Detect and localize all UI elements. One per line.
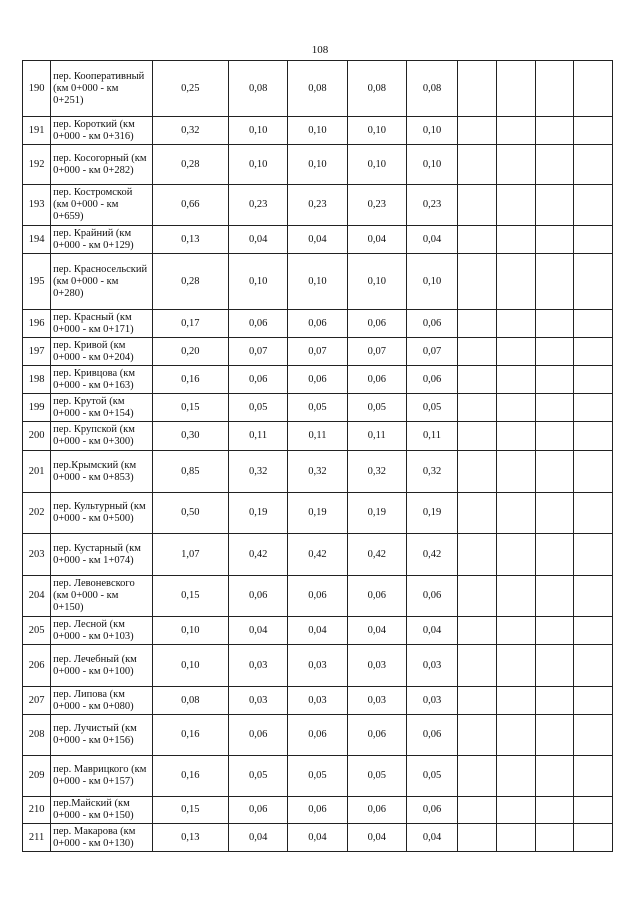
table-row [23,394,613,422]
value-cell: 0,10 [229,117,288,145]
value-cell: 0,28 [152,145,228,185]
empty-cell [573,451,612,493]
value-cell: 0,17 [152,310,228,338]
value-cell: 0,06 [347,715,406,756]
value-cell: 0,10 [406,145,457,185]
value-cell: 0,04 [229,226,288,254]
row-number: 190 [23,61,51,117]
empty-cell [458,534,497,576]
value-cell: 0,07 [229,338,288,366]
table-row [23,117,613,145]
empty-cell [458,797,497,824]
table-row [23,145,613,185]
value-cell: 0,03 [229,687,288,715]
empty-cell [497,254,535,310]
table-row [23,185,613,226]
empty-cell [535,145,573,185]
empty-cell [497,797,535,824]
value-cell: 0,19 [288,493,347,534]
value-cell: 0,06 [229,310,288,338]
empty-cell [458,338,497,366]
row-number: 192 [23,145,51,185]
value-cell: 0,06 [229,797,288,824]
table-row [23,715,613,756]
table-row [23,422,613,451]
value-cell: 0,32 [152,117,228,145]
empty-cell [573,534,612,576]
road-name: пер. Лечебный (км 0+000 - км 0+100) [51,645,153,687]
value-cell: 0,42 [288,534,347,576]
value-cell: 0,32 [288,451,347,493]
road-name: пер. Костромской (км 0+000 - км 0+659) [51,185,153,226]
road-name: пер. Крайний (км 0+000 - км 0+129) [51,226,153,254]
empty-cell [535,756,573,797]
value-cell: 0,06 [406,366,457,394]
value-cell: 0,23 [406,185,457,226]
row-number: 200 [23,422,51,451]
value-cell: 0,10 [229,145,288,185]
empty-cell [458,117,497,145]
value-cell: 0,05 [347,394,406,422]
value-cell: 0,05 [406,394,457,422]
value-cell: 0,03 [347,687,406,715]
empty-cell [458,687,497,715]
row-number: 204 [23,576,51,617]
empty-cell [573,185,612,226]
value-cell: 0,19 [406,493,457,534]
road-name: пер. Лесной (км 0+000 - км 0+103) [51,617,153,645]
value-cell: 0,07 [347,338,406,366]
empty-cell [573,824,612,852]
row-number: 205 [23,617,51,645]
empty-cell [535,422,573,451]
value-cell: 0,10 [347,254,406,310]
value-cell: 0,08 [406,61,457,117]
empty-cell [535,576,573,617]
value-cell: 0,10 [152,617,228,645]
empty-cell [458,422,497,451]
value-cell: 0,16 [152,715,228,756]
empty-cell [535,797,573,824]
value-cell: 0,04 [406,226,457,254]
row-number: 191 [23,117,51,145]
row-number: 196 [23,310,51,338]
value-cell: 0,19 [229,493,288,534]
value-cell: 0,04 [347,226,406,254]
value-cell: 0,03 [229,645,288,687]
table-row [23,797,613,824]
table-row [23,617,613,645]
table-row [23,756,613,797]
value-cell: 0,11 [347,422,406,451]
value-cell: 0,10 [152,645,228,687]
road-name: пер. Короткий (км 0+000 - км 0+316) [51,117,153,145]
empty-cell [573,310,612,338]
road-name: пер. Крупской (км 0+000 - км 0+300) [51,422,153,451]
value-cell: 0,15 [152,576,228,617]
value-cell: 0,20 [152,338,228,366]
empty-cell [573,145,612,185]
value-cell: 0,07 [406,338,457,366]
empty-cell [573,226,612,254]
empty-cell [458,715,497,756]
empty-cell [535,310,573,338]
table-row [23,226,613,254]
value-cell: 0,03 [288,687,347,715]
empty-cell [535,715,573,756]
empty-cell [458,254,497,310]
value-cell: 0,05 [229,394,288,422]
empty-cell [458,824,497,852]
value-cell: 0,05 [288,756,347,797]
value-cell: 0,06 [288,797,347,824]
empty-cell [497,394,535,422]
road-name: пер.Майский (км 0+000 - км 0+150) [51,797,153,824]
empty-cell [573,422,612,451]
row-number: 194 [23,226,51,254]
empty-cell [497,756,535,797]
row-number: 209 [23,756,51,797]
value-cell: 0,23 [347,185,406,226]
value-cell: 0,06 [406,310,457,338]
value-cell: 0,10 [288,254,347,310]
empty-cell [535,617,573,645]
value-cell: 0,06 [347,576,406,617]
empty-cell [535,254,573,310]
empty-cell [573,61,612,117]
empty-cell [535,645,573,687]
page-number: 108 [311,44,329,56]
empty-cell [458,366,497,394]
empty-cell [573,254,612,310]
value-cell: 0,10 [406,117,457,145]
empty-cell [535,226,573,254]
row-number: 193 [23,185,51,226]
empty-cell [497,117,535,145]
road-name: пер. Кустарный (км 0+000 - км 1+074) [51,534,153,576]
value-cell: 0,06 [347,310,406,338]
value-cell: 0,32 [347,451,406,493]
value-cell: 0,25 [152,61,228,117]
empty-cell [535,61,573,117]
value-cell: 0,10 [347,145,406,185]
value-cell: 0,04 [229,617,288,645]
value-cell: 0,13 [152,226,228,254]
row-number: 195 [23,254,51,310]
empty-cell [458,576,497,617]
empty-cell [458,617,497,645]
value-cell: 0,04 [347,617,406,645]
value-cell: 0,04 [406,617,457,645]
value-cell: 0,30 [152,422,228,451]
value-cell: 0,03 [347,645,406,687]
road-name: пер. Культурный (км 0+000 - км 0+500) [51,493,153,534]
value-cell: 0,03 [406,687,457,715]
row-number: 208 [23,715,51,756]
empty-cell [573,645,612,687]
empty-cell [497,422,535,451]
value-cell: 0,42 [347,534,406,576]
empty-cell [573,687,612,715]
table-row [23,61,613,117]
row-number: 203 [23,534,51,576]
value-cell: 0,16 [152,366,228,394]
value-cell: 0,08 [152,687,228,715]
value-cell: 0,03 [406,645,457,687]
value-cell: 0,06 [288,366,347,394]
value-cell: 0,66 [152,185,228,226]
empty-cell [535,117,573,145]
empty-cell [458,394,497,422]
empty-cell [535,493,573,534]
row-number: 210 [23,797,51,824]
value-cell: 0,10 [347,117,406,145]
empty-cell [535,366,573,394]
empty-cell [497,185,535,226]
table-row [23,645,613,687]
value-cell: 0,05 [229,756,288,797]
empty-cell [497,451,535,493]
value-cell: 0,16 [152,756,228,797]
value-cell: 0,06 [288,576,347,617]
value-cell: 0,10 [288,117,347,145]
value-cell: 0,05 [406,756,457,797]
table-row [23,576,613,617]
empty-cell [573,493,612,534]
empty-cell [497,715,535,756]
table-row [23,824,613,852]
empty-cell [458,645,497,687]
value-cell: 0,50 [152,493,228,534]
empty-cell [535,687,573,715]
table-row [23,310,613,338]
value-cell: 0,08 [347,61,406,117]
value-cell: 0,10 [406,254,457,310]
value-cell: 0,11 [406,422,457,451]
value-cell: 0,03 [288,645,347,687]
table-row [23,493,613,534]
value-cell: 0,06 [229,366,288,394]
row-number: 206 [23,645,51,687]
value-cell: 0,08 [229,61,288,117]
table-row [23,338,613,366]
road-name: пер.Крымский (км 0+000 - км 0+853) [51,451,153,493]
value-cell: 0,32 [406,451,457,493]
value-cell: 0,04 [288,824,347,852]
road-name: пер. Липова (км 0+000 - км 0+080) [51,687,153,715]
empty-cell [573,617,612,645]
value-cell: 0,06 [229,576,288,617]
empty-cell [497,145,535,185]
road-name: пер. Кривой (км 0+000 - км 0+204) [51,338,153,366]
empty-cell [497,645,535,687]
empty-cell [458,185,497,226]
value-cell: 0,04 [406,824,457,852]
empty-cell [497,310,535,338]
value-cell: 0,23 [229,185,288,226]
empty-cell [535,338,573,366]
road-name: пер. Красносельский (км 0+000 - км 0+280) [51,254,153,310]
value-cell: 0,05 [347,756,406,797]
road-name: пер. Кривцова (км 0+000 - км 0+163) [51,366,153,394]
empty-cell [573,797,612,824]
empty-cell [458,226,497,254]
empty-cell [573,338,612,366]
empty-cell [458,493,497,534]
value-cell: 0,28 [152,254,228,310]
value-cell: 0,04 [229,824,288,852]
value-cell: 0,06 [406,797,457,824]
empty-cell [497,824,535,852]
value-cell: 0,15 [152,797,228,824]
table-row [23,534,613,576]
table-row [23,687,613,715]
value-cell: 0,04 [347,824,406,852]
empty-cell [458,310,497,338]
empty-cell [535,534,573,576]
empty-cell [535,185,573,226]
row-number: 199 [23,394,51,422]
empty-cell [573,117,612,145]
row-number: 207 [23,687,51,715]
row-number: 197 [23,338,51,366]
value-cell: 0,06 [406,715,457,756]
empty-cell [573,715,612,756]
value-cell: 0,15 [152,394,228,422]
empty-cell [497,61,535,117]
empty-cell [573,756,612,797]
value-cell: 0,06 [347,366,406,394]
road-name: пер. Маврицкого (км 0+000 - км 0+157) [51,756,153,797]
value-cell: 0,04 [288,617,347,645]
road-name: пер. Косогорный (км 0+000 - км 0+282) [51,145,153,185]
value-cell: 0,06 [406,576,457,617]
empty-cell [497,534,535,576]
road-name: пер. Левоневского (км 0+000 - км 0+150) [51,576,153,617]
road-name: пер. Красный (км 0+000 - км 0+171) [51,310,153,338]
empty-cell [458,451,497,493]
empty-cell [573,576,612,617]
empty-cell [458,756,497,797]
value-cell: 0,13 [152,824,228,852]
value-cell: 0,07 [288,338,347,366]
value-cell: 0,08 [288,61,347,117]
value-cell: 1,07 [152,534,228,576]
value-cell: 0,06 [229,715,288,756]
empty-cell [458,61,497,117]
value-cell: 0,19 [347,493,406,534]
value-cell: 0,32 [229,451,288,493]
empty-cell [535,824,573,852]
value-cell: 0,10 [288,145,347,185]
road-name: пер. Кооперативный (км 0+000 - км 0+251) [51,61,153,117]
empty-cell [497,617,535,645]
empty-cell [497,226,535,254]
empty-cell [497,493,535,534]
empty-cell [497,338,535,366]
empty-cell [497,576,535,617]
row-number: 202 [23,493,51,534]
row-number: 198 [23,366,51,394]
table-row [23,254,613,310]
value-cell: 0,42 [406,534,457,576]
value-cell: 0,85 [152,451,228,493]
row-number: 211 [23,824,51,852]
road-table [22,60,613,852]
road-name: пер. Крутой (км 0+000 - км 0+154) [51,394,153,422]
empty-cell [573,394,612,422]
empty-cell [573,366,612,394]
table-row [23,366,613,394]
value-cell: 0,04 [288,226,347,254]
value-cell: 0,42 [229,534,288,576]
value-cell: 0,10 [229,254,288,310]
value-cell: 0,06 [288,715,347,756]
road-name: пер. Макарова (км 0+000 - км 0+130) [51,824,153,852]
value-cell: 0,11 [288,422,347,451]
value-cell: 0,11 [229,422,288,451]
value-cell: 0,23 [288,185,347,226]
empty-cell [497,687,535,715]
value-cell: 0,06 [288,310,347,338]
empty-cell [535,451,573,493]
value-cell: 0,05 [288,394,347,422]
table-row [23,451,613,493]
road-name: пер. Лучистый (км 0+000 - км 0+156) [51,715,153,756]
value-cell: 0,06 [347,797,406,824]
empty-cell [458,145,497,185]
empty-cell [497,366,535,394]
row-number: 201 [23,451,51,493]
empty-cell [535,394,573,422]
